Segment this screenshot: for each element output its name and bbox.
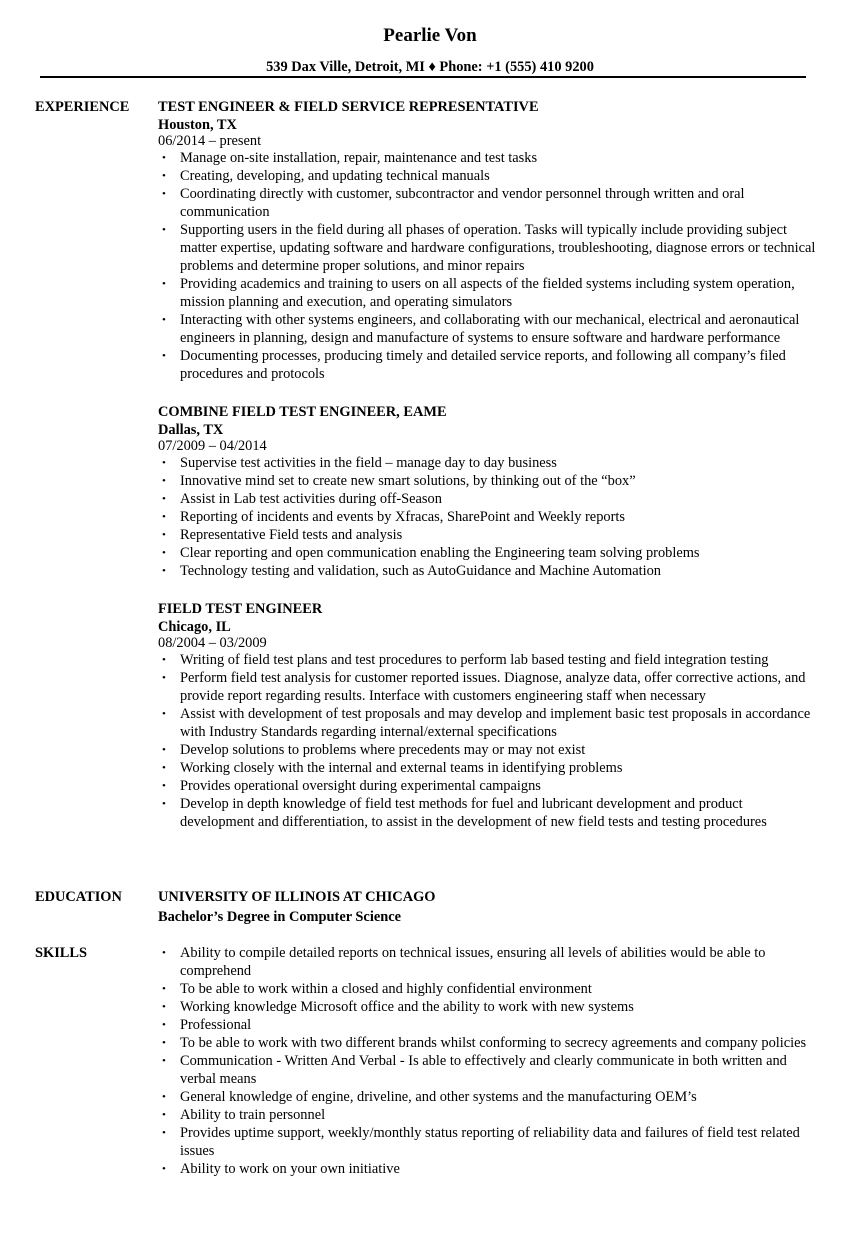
bullet-icon: • — [162, 1001, 166, 1013]
bullet-icon: • — [162, 672, 166, 684]
bullet-icon: • — [162, 654, 166, 666]
list-item-text: To be able to work with two different brands whilst conforming to secrecy agreements and company policies — [180, 1035, 807, 1051]
list-item — [158, 472, 818, 490]
list-item — [158, 526, 818, 544]
section-label-education: EDUCATION — [35, 889, 122, 905]
job-location: Houston, TX — [158, 117, 237, 133]
list-item-text: Writing of field test plans and test procedures to perform lab based testing and field integration testing — [180, 652, 769, 668]
list-item — [158, 1016, 818, 1034]
experience-list — [158, 98, 818, 853]
job-dates: 06/2014 – present — [158, 133, 262, 149]
bullet-icon: • — [162, 565, 166, 577]
education-entry — [158, 888, 818, 926]
list-item — [158, 562, 818, 580]
job-title: TEST ENGINEER & FIELD SERVICE REPRESENTATIVE — [158, 99, 539, 115]
list-item — [158, 1106, 818, 1124]
skills-list — [158, 944, 818, 1178]
list-item-text: Working knowledge Microsoft office and the ability to work with new systems — [180, 999, 634, 1015]
list-item — [158, 759, 818, 777]
section-label-experience: EXPERIENCE — [35, 99, 130, 115]
bullet-icon: • — [162, 947, 166, 959]
job-title: COMBINE FIELD TEST ENGINEER, EAME — [158, 404, 447, 420]
job-bullets — [158, 651, 818, 831]
skills-entry — [158, 944, 818, 1178]
list-item-text: Ability to train personnel — [180, 1107, 326, 1123]
list-item-text: Provides operational oversight during experimental campaigns — [180, 778, 541, 794]
list-item — [158, 980, 818, 998]
list-item — [158, 705, 818, 741]
job-entry — [158, 600, 818, 831]
bullet-icon: • — [162, 1091, 166, 1103]
list-item — [158, 185, 818, 221]
bullet-icon: • — [162, 170, 166, 182]
list-item-text: Communication - Written And Verbal - Is able to effectively and clearly communicate in both written and verbal means — [180, 1053, 787, 1087]
list-item-text: Working closely with the internal and external teams in identifying problems — [180, 760, 623, 776]
list-item — [158, 544, 818, 562]
list-item — [158, 149, 818, 167]
list-item — [158, 347, 818, 383]
list-item-text: Coordinating directly with customer, subcontractor and vendor personnel through written and oral communication — [180, 186, 745, 220]
bullet-icon: • — [162, 547, 166, 559]
list-item-text: Develop solutions to problems where precedents may or may not exist — [180, 742, 586, 758]
list-item — [158, 490, 818, 508]
list-item-text: Ability to work on your own initiative — [180, 1161, 400, 1177]
resume-header — [0, 24, 860, 76]
bullet-icon: • — [162, 224, 166, 236]
list-item-text: Assist with development of test proposals and may develop and implement basic test proposals in accordance with Industry Standards regarding internal/external specifications — [180, 706, 811, 740]
contact-line: 539 Dax Ville, Detroit, MI ♦ Phone: +1 (555) 410 9200 — [266, 59, 594, 75]
bullet-icon: • — [162, 188, 166, 200]
list-item-text: Innovative mind set to create new smart solutions, by thinking out of the “box” — [180, 473, 636, 489]
bullet-icon: • — [162, 1019, 166, 1031]
bullet-icon: • — [162, 529, 166, 541]
section-label-skills: SKILLS — [35, 945, 87, 961]
list-item — [158, 167, 818, 185]
list-item — [158, 275, 818, 311]
bullet-icon: • — [162, 493, 166, 505]
list-item — [158, 508, 818, 526]
list-item — [158, 1124, 818, 1160]
bullet-icon: • — [162, 475, 166, 487]
header-divider — [40, 76, 806, 78]
job-bullets — [158, 454, 818, 580]
bullet-icon: • — [162, 762, 166, 774]
job-dates: 08/2004 – 03/2009 — [158, 635, 267, 651]
bullet-icon: • — [162, 350, 166, 362]
bullet-icon: • — [162, 708, 166, 720]
list-item — [158, 998, 818, 1016]
list-item-text: Interacting with other systems engineers, and collaborating with our mechanical, electrical and aeronautical engineers in planning, design and manufacture of systems to ensure software and hardware performance — [180, 312, 800, 346]
list-item-text: Assist in Lab test activities during off-Season — [180, 491, 442, 507]
candidate-name: Pearlie Von — [383, 25, 477, 46]
bullet-icon: • — [162, 278, 166, 290]
bullet-icon: • — [162, 1037, 166, 1049]
bullet-icon: • — [162, 457, 166, 469]
list-item-text: Technology testing and validation, such as AutoGuidance and Machine Automation — [180, 563, 661, 579]
list-item — [158, 1160, 818, 1178]
job-location: Dallas, TX — [158, 422, 224, 438]
bullet-icon: • — [162, 1163, 166, 1175]
bullet-icon: • — [162, 1109, 166, 1121]
job-title: FIELD TEST ENGINEER — [158, 601, 323, 617]
job-entry — [158, 98, 818, 383]
list-item — [158, 1088, 818, 1106]
list-item — [158, 311, 818, 347]
job-bullets — [158, 149, 818, 383]
list-item — [158, 1052, 818, 1088]
job-entry — [158, 403, 818, 580]
list-item-text: To be able to work within a closed and highly confidential environment — [180, 981, 592, 997]
bullet-icon: • — [162, 152, 166, 164]
list-item — [158, 1034, 818, 1052]
job-location: Chicago, IL — [158, 619, 231, 635]
bullet-icon: • — [162, 511, 166, 523]
list-item-text: Clear reporting and open communication enabling the Engineering team solving problems — [180, 545, 700, 561]
list-item-text: Providing academics and training to users on all aspects of the fielded systems including system operation, mission planning and execution, and operating simulators — [180, 276, 795, 310]
list-item-text: Provides uptime support, weekly/monthly status reporting of reliability data and failures of field test related issues — [180, 1125, 800, 1159]
list-item-text: Perform field test analysis for customer reported issues. Diagnose, analyze data, offer corrective actions, and provide report regarding results. Interface with customers engineering staff when necessary — [180, 670, 806, 704]
list-item — [158, 795, 818, 831]
degree: Bachelor’s Degree in Computer Science — [158, 909, 401, 925]
list-item-text: Creating, developing, and updating technical manuals — [180, 168, 490, 184]
list-item-text: Supervise test activities in the field – manage day to day business — [180, 455, 557, 471]
list-item-text: Reporting of incidents and events by Xfracas, SharePoint and Weekly reports — [180, 509, 625, 525]
list-item-text: Manage on-site installation, repair, maintenance and test tasks — [180, 150, 538, 166]
list-item — [158, 221, 818, 275]
list-item-text: Ability to compile detailed reports on technical issues, ensuring all levels of abilities would be able to comprehend — [180, 945, 766, 979]
bullet-icon: • — [162, 798, 166, 810]
list-item-text: Documenting processes, producing timely and detailed service reports, and following all company’s filed procedures and protocols — [180, 348, 786, 382]
list-item — [158, 651, 818, 669]
list-item — [158, 454, 818, 472]
bullet-icon: • — [162, 983, 166, 995]
bullet-icon: • — [162, 744, 166, 756]
list-item-text: Supporting users in the field during all phases of operation. Tasks will typically include providing subject matter expertise, updating software and hardware configurations, troubleshooting, diagnose errors or technical problems and determine proper solutions, and minor repairs — [180, 222, 816, 274]
list-item-text: Professional — [180, 1017, 252, 1033]
list-item — [158, 777, 818, 795]
school-name: UNIVERSITY OF ILLINOIS AT CHICAGO — [158, 889, 436, 905]
list-item-text: Develop in depth knowledge of field test methods for fuel and lubricant development and product development and differentiation, to assist in the development of new field tests and testing procedures — [180, 796, 767, 830]
list-item-text: General knowledge of engine, driveline, and other systems and the manufacturing OEM’s — [180, 1089, 697, 1105]
bullet-icon: • — [162, 1127, 166, 1139]
list-item — [158, 944, 818, 980]
bullet-icon: • — [162, 1055, 166, 1067]
list-item — [158, 741, 818, 759]
bullet-icon: • — [162, 314, 166, 326]
list-item — [158, 669, 818, 705]
job-dates: 07/2009 – 04/2014 — [158, 438, 267, 454]
list-item-text: Representative Field tests and analysis — [180, 527, 403, 543]
bullet-icon: • — [162, 780, 166, 792]
